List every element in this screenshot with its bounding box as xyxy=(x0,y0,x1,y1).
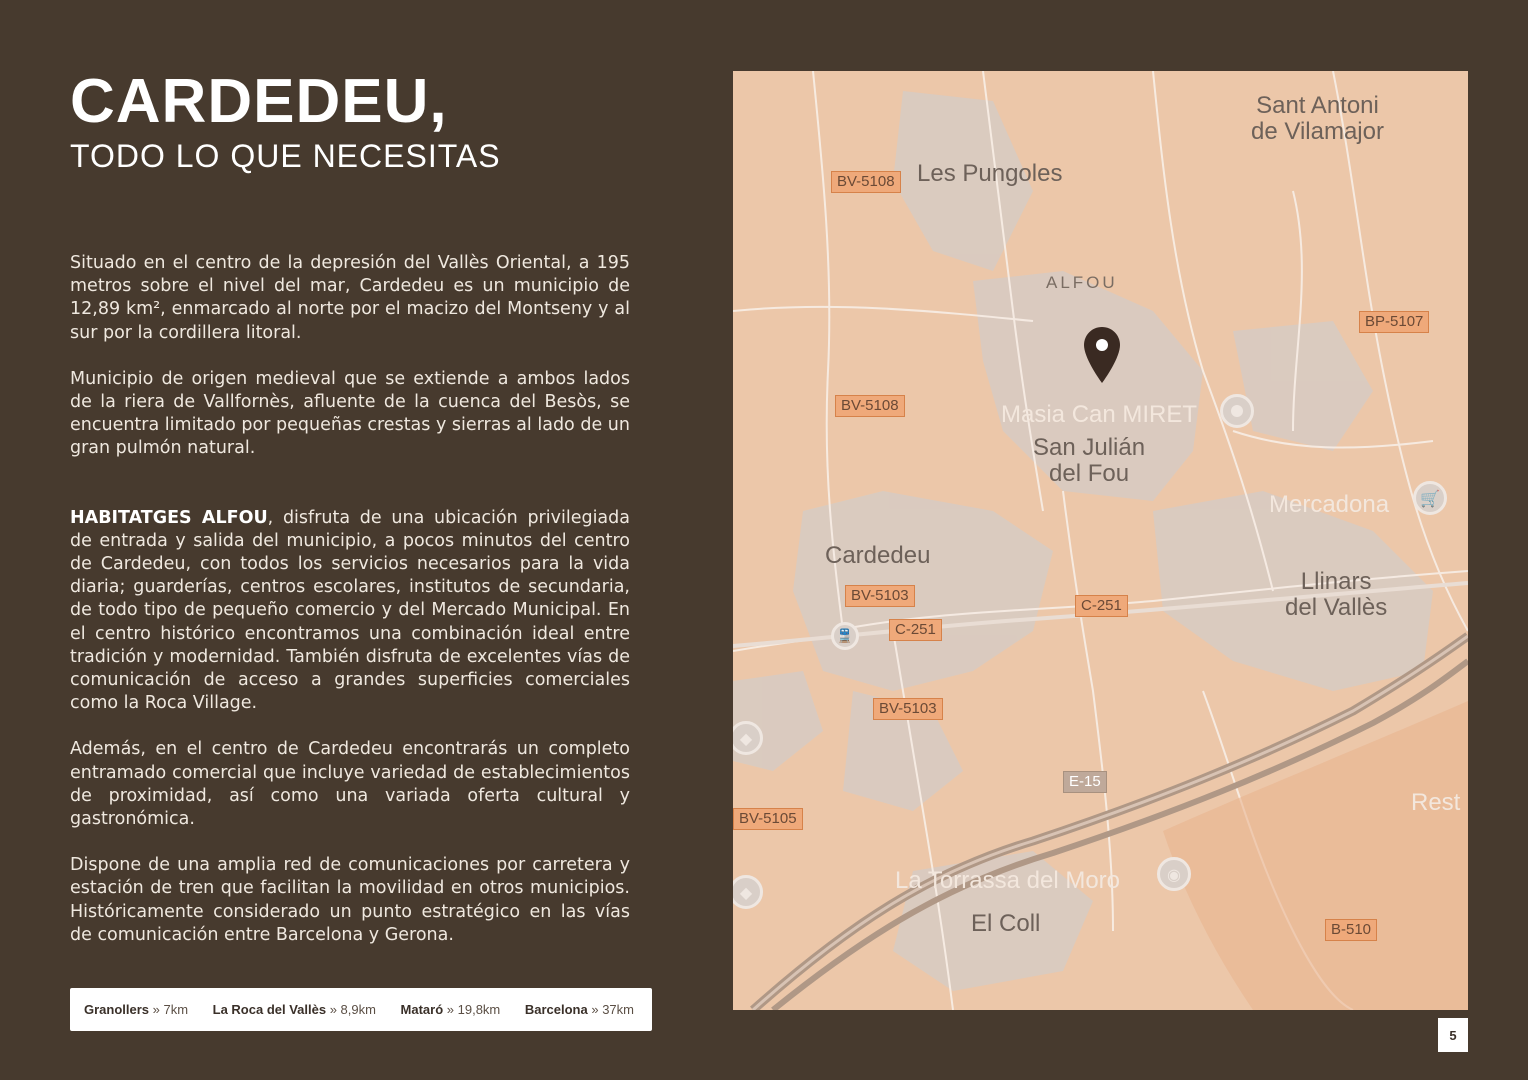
road-b510: B-510 xyxy=(1325,919,1377,941)
paragraph-commerce: Además, en el centro de Cardedeu encontrarás un completo entramado comercial que incluye variedad de establecimientos de proximidad, así como una variada oferta cultural y gastronómica. xyxy=(70,739,630,830)
page-title: CARDEDEU, xyxy=(70,67,448,136)
paragraph-location: Situado en el centro de la depresión del Vallès Oriental, a 195 metros sobre el nivel del mar, Cardedeu es un municipio de 12,89 km², enmarcado al norte por el macizo del Montseny y al sur por la cordillera litoral. xyxy=(70,253,630,343)
page-subtitle: TODO LO QUE NECESITAS xyxy=(70,138,501,174)
distance-item: Barcelona » 37km xyxy=(524,1002,634,1017)
title-block xyxy=(70,68,501,176)
distances-bar xyxy=(70,988,652,1031)
road-bv5108-south: BV-5108 xyxy=(835,395,905,417)
road-e15: E-15 xyxy=(1063,771,1107,793)
poi-edge-icon[interactable]: ◆ xyxy=(733,721,763,755)
paragraph-alfou xyxy=(70,507,630,716)
road-bv5105: BV-5105 xyxy=(733,808,803,830)
label-mercadona: Mercadona xyxy=(1269,491,1390,518)
road-bv5103-north: BV-5103 xyxy=(845,585,915,607)
road-bv5108-north: BV-5108 xyxy=(831,171,901,193)
label-alfou: ALFOU xyxy=(1046,273,1118,292)
label-les-pungoles: Les Pungoles xyxy=(917,160,1063,187)
label-llinars: Llinars del Vallès xyxy=(1285,568,1388,621)
road-bv5103-south: BV-5103 xyxy=(873,698,943,720)
body-text xyxy=(70,252,630,947)
road-c251-east: C-251 xyxy=(1075,595,1128,617)
distance-item: La Roca del Vallès » 8,9km xyxy=(212,1002,376,1017)
train-icon[interactable]: 🚆 xyxy=(831,622,859,650)
label-san-julian: San Julián del Fou xyxy=(1033,434,1146,487)
label-torrassa: La Torrassa del Moro xyxy=(895,867,1120,894)
distance-item: Granollers » 7km xyxy=(84,1002,189,1017)
location-map[interactable] xyxy=(733,71,1468,1010)
label-sant-antoni: Sant Antoni de Vilamajor xyxy=(1251,92,1384,145)
shopping-cart-icon[interactable]: 🛒 xyxy=(1413,481,1447,515)
place-icon[interactable] xyxy=(1220,394,1254,428)
alfou-text: , disfruta de una ubicación privilegiada de entrada y salida del municipio, a pocos minutos del centro de Cardedeu, con todos los servicios necesarios para la vida diaria; guarderías, centros escolares, institutos de secundaria, de todo tipo de pequeño comercio y del Mercado Municipal. En el centro histórico encontramos una combinación ideal entre tradición y modernidad. También disfruta de excelentes vías de comunicación de acceso a grandes superficies comerciales como la Roca Village. xyxy=(70,507,630,714)
label-masia: Masia Can MIRET xyxy=(1001,401,1198,428)
label-cardedeu: Cardedeu xyxy=(825,542,931,569)
paragraph-transport: Dispone de una amplia red de comunicaciones por carretera y estación de tren que facilitan la movilidad en otros municipios. Históricamente considerado un punto estratégico en las vías de comunicación entre Barcelona y Gerona. xyxy=(70,855,630,945)
poi-edge-icon[interactable]: ◆ xyxy=(733,875,763,909)
camera-icon[interactable]: ◉ xyxy=(1157,857,1191,891)
page-number: 5 xyxy=(1438,1018,1468,1052)
label-rest: Rest xyxy=(1411,789,1461,816)
road-c251-west: C-251 xyxy=(889,619,942,641)
label-el-coll: El Coll xyxy=(971,910,1041,937)
paragraph-origin: Municipio de origen medieval que se extiende a ambos lados de la riera de Vallfornès, afluente de la cuenca del Besòs, se encuentra limitado por pequeñas crestas y sierras al lado de un gran pulmón natural. xyxy=(70,368,630,459)
road-bp5107: BP-5107 xyxy=(1359,311,1429,333)
distance-item: Mataró » 19,8km xyxy=(400,1002,501,1017)
alfou-lead: HABITATGES ALFOU xyxy=(70,507,268,528)
